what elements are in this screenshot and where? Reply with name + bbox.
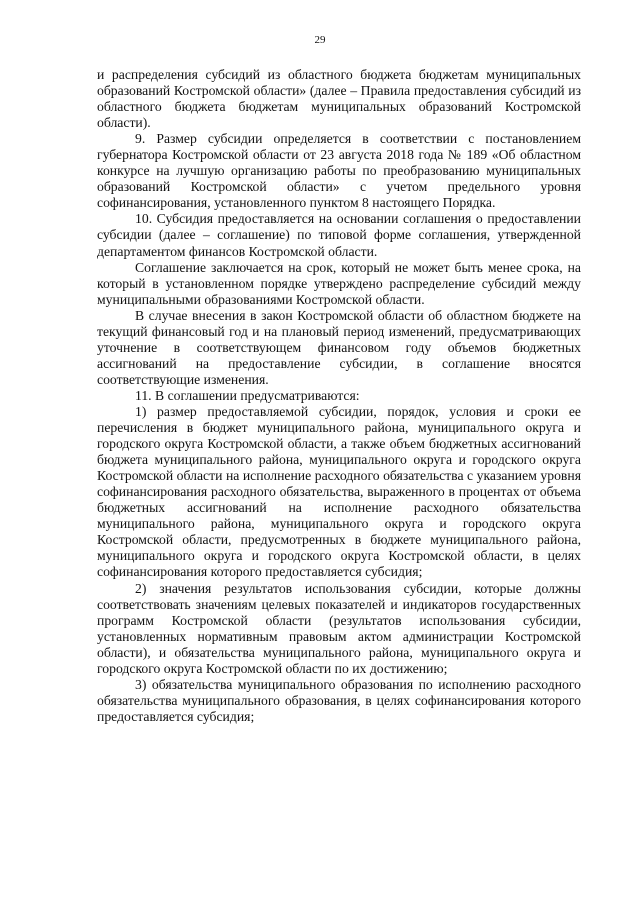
- paragraph: 2) значения результатов использования субсидии, которые должны соответствовать значениям целевых показателей и индикаторов государственных программ Костромской области (результатов использования субсидии, установленных нормативным правовым актом администрации Костромской области), и обязательства муниципального района, муниципального округа и городского округа Костромской области по их достижению;: [97, 580, 581, 676]
- document-body: [97, 67, 581, 725]
- paragraph: 11. В соглашении предусматриваются:: [135, 387, 360, 403]
- paragraph: В случае внесения в закон Костромской области об областном бюджете на текущий финансовый год и на плановый период изменений, предусматривающих уточнение в соответствующем финансовом году объемов бюджетных ассигнований на предоставление субсидии, в соглашение вносятся соответствующие изменения.: [97, 307, 581, 387]
- paragraph: Соглашение заключается на срок, который не может быть менее срока, на который в установленном порядке утверждено распределение субсидий между муниципальными образованиями Костромской области.: [97, 259, 581, 307]
- paragraph: 3) обязательства муниципального образования по исполнению расходного обязательства муниципального образования, в целях софинансирования которого предоставляется субсидия;: [97, 676, 581, 724]
- paragraph: 9. Размер субсидии определяется в соответствии с постановлением губернатора Костромской области от 23 августа 2018 года № 189 «Об областном конкурсе на лучшую организацию работы по преобразованию муниципальных образований Костромской области» с учетом предельного уровня софинансирования, установленного пунктом 8 настоящего Порядка.: [97, 131, 581, 211]
- paragraph: 10. Субсидия предоставляется на основании соглашения о предоставлении субсидии (далее – соглашение) по типовой форме соглашения, утвержденной департаментом финансов Костромской области.: [97, 211, 581, 259]
- page-number: 29: [314, 34, 326, 46]
- paragraph: и распределения субсидий из областного бюджета бюджетам муниципальных образований Костромской области» (далее – Правила предоставления субсидий из областного бюджета бюджетам муниципальных образований Костромской области).: [97, 67, 581, 131]
- paragraph: 1) размер предоставляемой субсидии, порядок, условия и сроки ее перечисления в бюджет муниципального района, муниципального округа и городского округа Костромской области, а также объем бюджетных ассигнований бюджета муниципального района, муниципального округа и городского округа Костромской области на исполнение расходного обязательства с указанием уровня софинансирования расходного обязательства, выраженного в процентах от объема бюджетных ассигнований на исполнение расходного обязательства муниципального района, муниципального округа и городского округа Костромской области, предусмотренных в бюджете муниципального района, муниципального округа и городского округа Костромской области, в целях софинансирования которого предоставляется субсидия;: [97, 403, 581, 580]
